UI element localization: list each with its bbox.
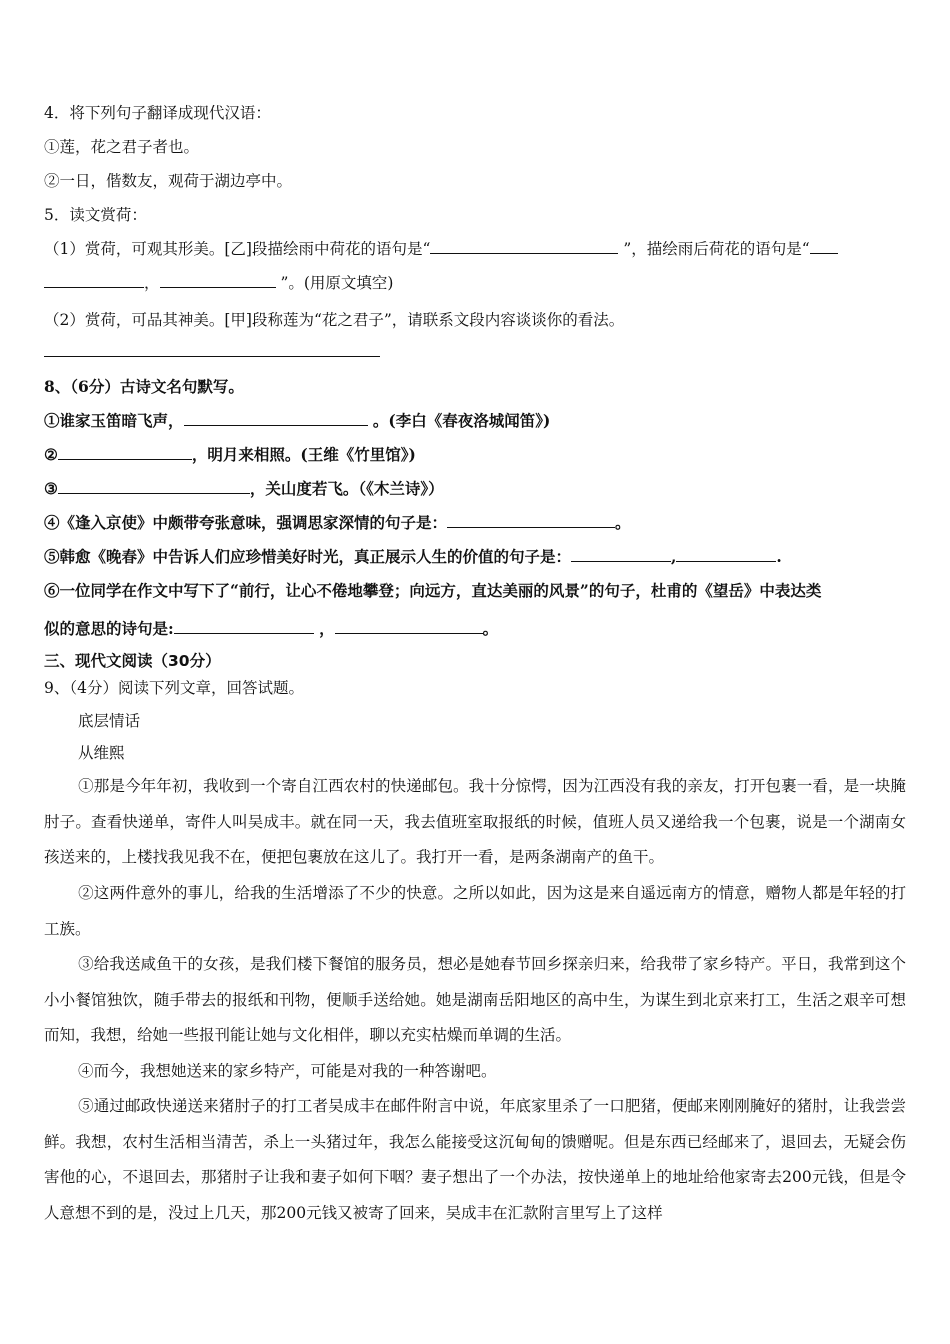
article-paragraph-3 xyxy=(44,947,906,1054)
q4-sentence-1: ①莲，花之君子者也。 xyxy=(44,138,200,156)
q8-title: 8、（6分）古诗文名句默写。 xyxy=(44,377,244,396)
answer-blank[interactable] xyxy=(184,410,368,426)
answer-blank[interactable] xyxy=(571,546,671,562)
q8-item-2 xyxy=(44,444,416,466)
answer-blank[interactable] xyxy=(676,546,776,562)
q9-title: 9、（4分）阅读下列文章，回答试题。 xyxy=(44,679,304,697)
q8-item-2-mark: ② xyxy=(44,445,58,464)
answer-blank[interactable] xyxy=(160,272,276,288)
q8-item-6-line-1: ⑥一位同学在作文中写下了“前行，让心不倦地攀登；向远方，直达美丽的风景”的句子，杜甫的《望岳》中表达类 xyxy=(44,581,822,600)
article-paragraph-4 xyxy=(44,1054,906,1090)
paragraph-text: ①那是今年年初，我收到一个寄自江西农村的快递邮包。我十分惊愕，因为江西没有我的亲友，打开包裹一看，是一块腌肘子。查看快递单，寄件人叫吴成丰。就在同一天，我去值班室取报纸的时候，值班人员又递给我一个包裹，说是一个湖南女孩送来的，上楼找我见我不在，便把包裹放在这儿了。我打开一看，是两条湖南产的鱼干。 xyxy=(44,777,906,866)
article-paragraph-2 xyxy=(44,876,906,947)
article-paragraph-5 xyxy=(44,1089,906,1231)
section-3-heading: 三、现代文阅读（30分） xyxy=(44,652,221,670)
q8-item-5-sep: , xyxy=(671,547,677,566)
answer-blank[interactable] xyxy=(430,238,618,254)
q8-item-6-line-2 xyxy=(44,618,498,640)
answer-line[interactable] xyxy=(44,356,380,357)
q4-title: 4．将下列句子翻译成现代汉语： xyxy=(44,104,271,122)
q8-item-3-text: ，关山度若飞。（《木兰诗》） xyxy=(249,479,444,498)
q8-item-4-text: ④《逢入京使》中颇带夸张意味，强调思家深情的句子是： xyxy=(44,513,448,532)
answer-blank[interactable] xyxy=(58,478,250,494)
q5-p1-text-a: （1）赏荷，可观其形美。[乙]段描绘雨中荷花的语句是“ xyxy=(44,240,431,258)
q8-item-4 xyxy=(44,512,631,534)
q5-part-2: （2）赏荷，可品其神美。[甲]段称莲为“花之君子”，请联系文段内容谈谈你的看法。 xyxy=(44,311,625,329)
answer-blank[interactable] xyxy=(810,238,838,254)
q8-item-3 xyxy=(44,478,444,500)
answer-blank[interactable] xyxy=(174,618,314,634)
answer-blank[interactable] xyxy=(447,512,615,528)
q8-item-5 xyxy=(44,546,782,568)
q8-item-2-text: ，明月来相照。(王维《竹里馆》) xyxy=(191,445,416,464)
q8-item-6-text: 似的意思的诗句是: xyxy=(44,619,174,638)
q5-part-1-line-2 xyxy=(44,272,393,294)
q8-item-4-end: 。 xyxy=(615,513,631,532)
article-paragraph-1 xyxy=(44,769,906,876)
q8-item-6-sep: ， xyxy=(313,619,335,638)
answer-blank[interactable] xyxy=(44,272,144,288)
q8-item-1 xyxy=(44,410,550,432)
paragraph-text: ⑤通过邮政快递送来猪肘子的打工者吴成丰在邮件附言中说，年底家里杀了一口肥猪，便邮来刚刚腌好的猪肘，让我尝尝鲜。我想，农村生活相当清苦，杀上一头猪过年，我怎么能接受这沉甸甸的馈赠呢。但是东西已经邮来了，退回去，无疑会伤害他的心，不退回去，那猪肘子让我和妻子如何下咽？妻子想出了一个办法，按快递单上的地址给他家寄去200元钱，但是令人意想不到的是，没过上几天，那200元钱又被寄了回来，吴成丰在汇款附言里写上了这样 xyxy=(44,1097,906,1222)
q8-item-1-text: ①谁家玉笛暗飞声， xyxy=(44,411,184,430)
answer-blank[interactable] xyxy=(58,444,192,460)
q5-title: 5．读文赏荷： xyxy=(44,206,147,224)
q5-p1-text-b: ”，描绘雨后荷花的语句是“ xyxy=(618,240,810,258)
q5-p1-text-c: ， xyxy=(144,274,160,292)
paragraph-text: ②这两件意外的事儿，给我的生活增添了不少的快意。之所以如此，因为这是来自遥远南方的情意，赠物人都是年轻的打工族。 xyxy=(44,884,906,938)
article-author: 从维熙 xyxy=(78,744,125,762)
q4-sentence-2: ②一日，偕数友，观荷于湖边亭中。 xyxy=(44,172,293,190)
q8-item-1-source: 。(李白《春夜洛城闻笛》) xyxy=(367,411,551,430)
q8-item-6-end: 。 xyxy=(482,619,499,638)
answer-blank[interactable] xyxy=(335,618,483,634)
paragraph-text: ④而今，我想她送来的家乡特产，可能是对我的一种答谢吧。 xyxy=(78,1062,497,1080)
q8-item-5-text: ⑤韩愈《晚春》中告诉人们应珍惜美好时光，真正展示人生的价值的句子是： xyxy=(44,547,572,566)
article-title: 底层情话 xyxy=(78,712,141,730)
q8-item-3-mark: ③ xyxy=(44,479,58,498)
paragraph-text: ③给我送咸鱼干的女孩，是我们楼下餐馆的服务员，想必是她春节回乡探亲归来，给我带了家乡特产。平日，我常到这个小小餐馆独饮，随手带去的报纸和刊物，便顺手送给她。她是湖南岳阳地区的高中生，为谋生到北京来打工，生活之艰辛可想而知，我想，给她一些报刊能让她与文化相伴，聊以充实枯燥而单调的生活。 xyxy=(44,955,906,1044)
q5-p1-text-d: ”。(用原文填空) xyxy=(275,274,394,292)
q8-item-5-end: . xyxy=(776,547,782,566)
q5-part-1-line-1 xyxy=(44,238,838,260)
